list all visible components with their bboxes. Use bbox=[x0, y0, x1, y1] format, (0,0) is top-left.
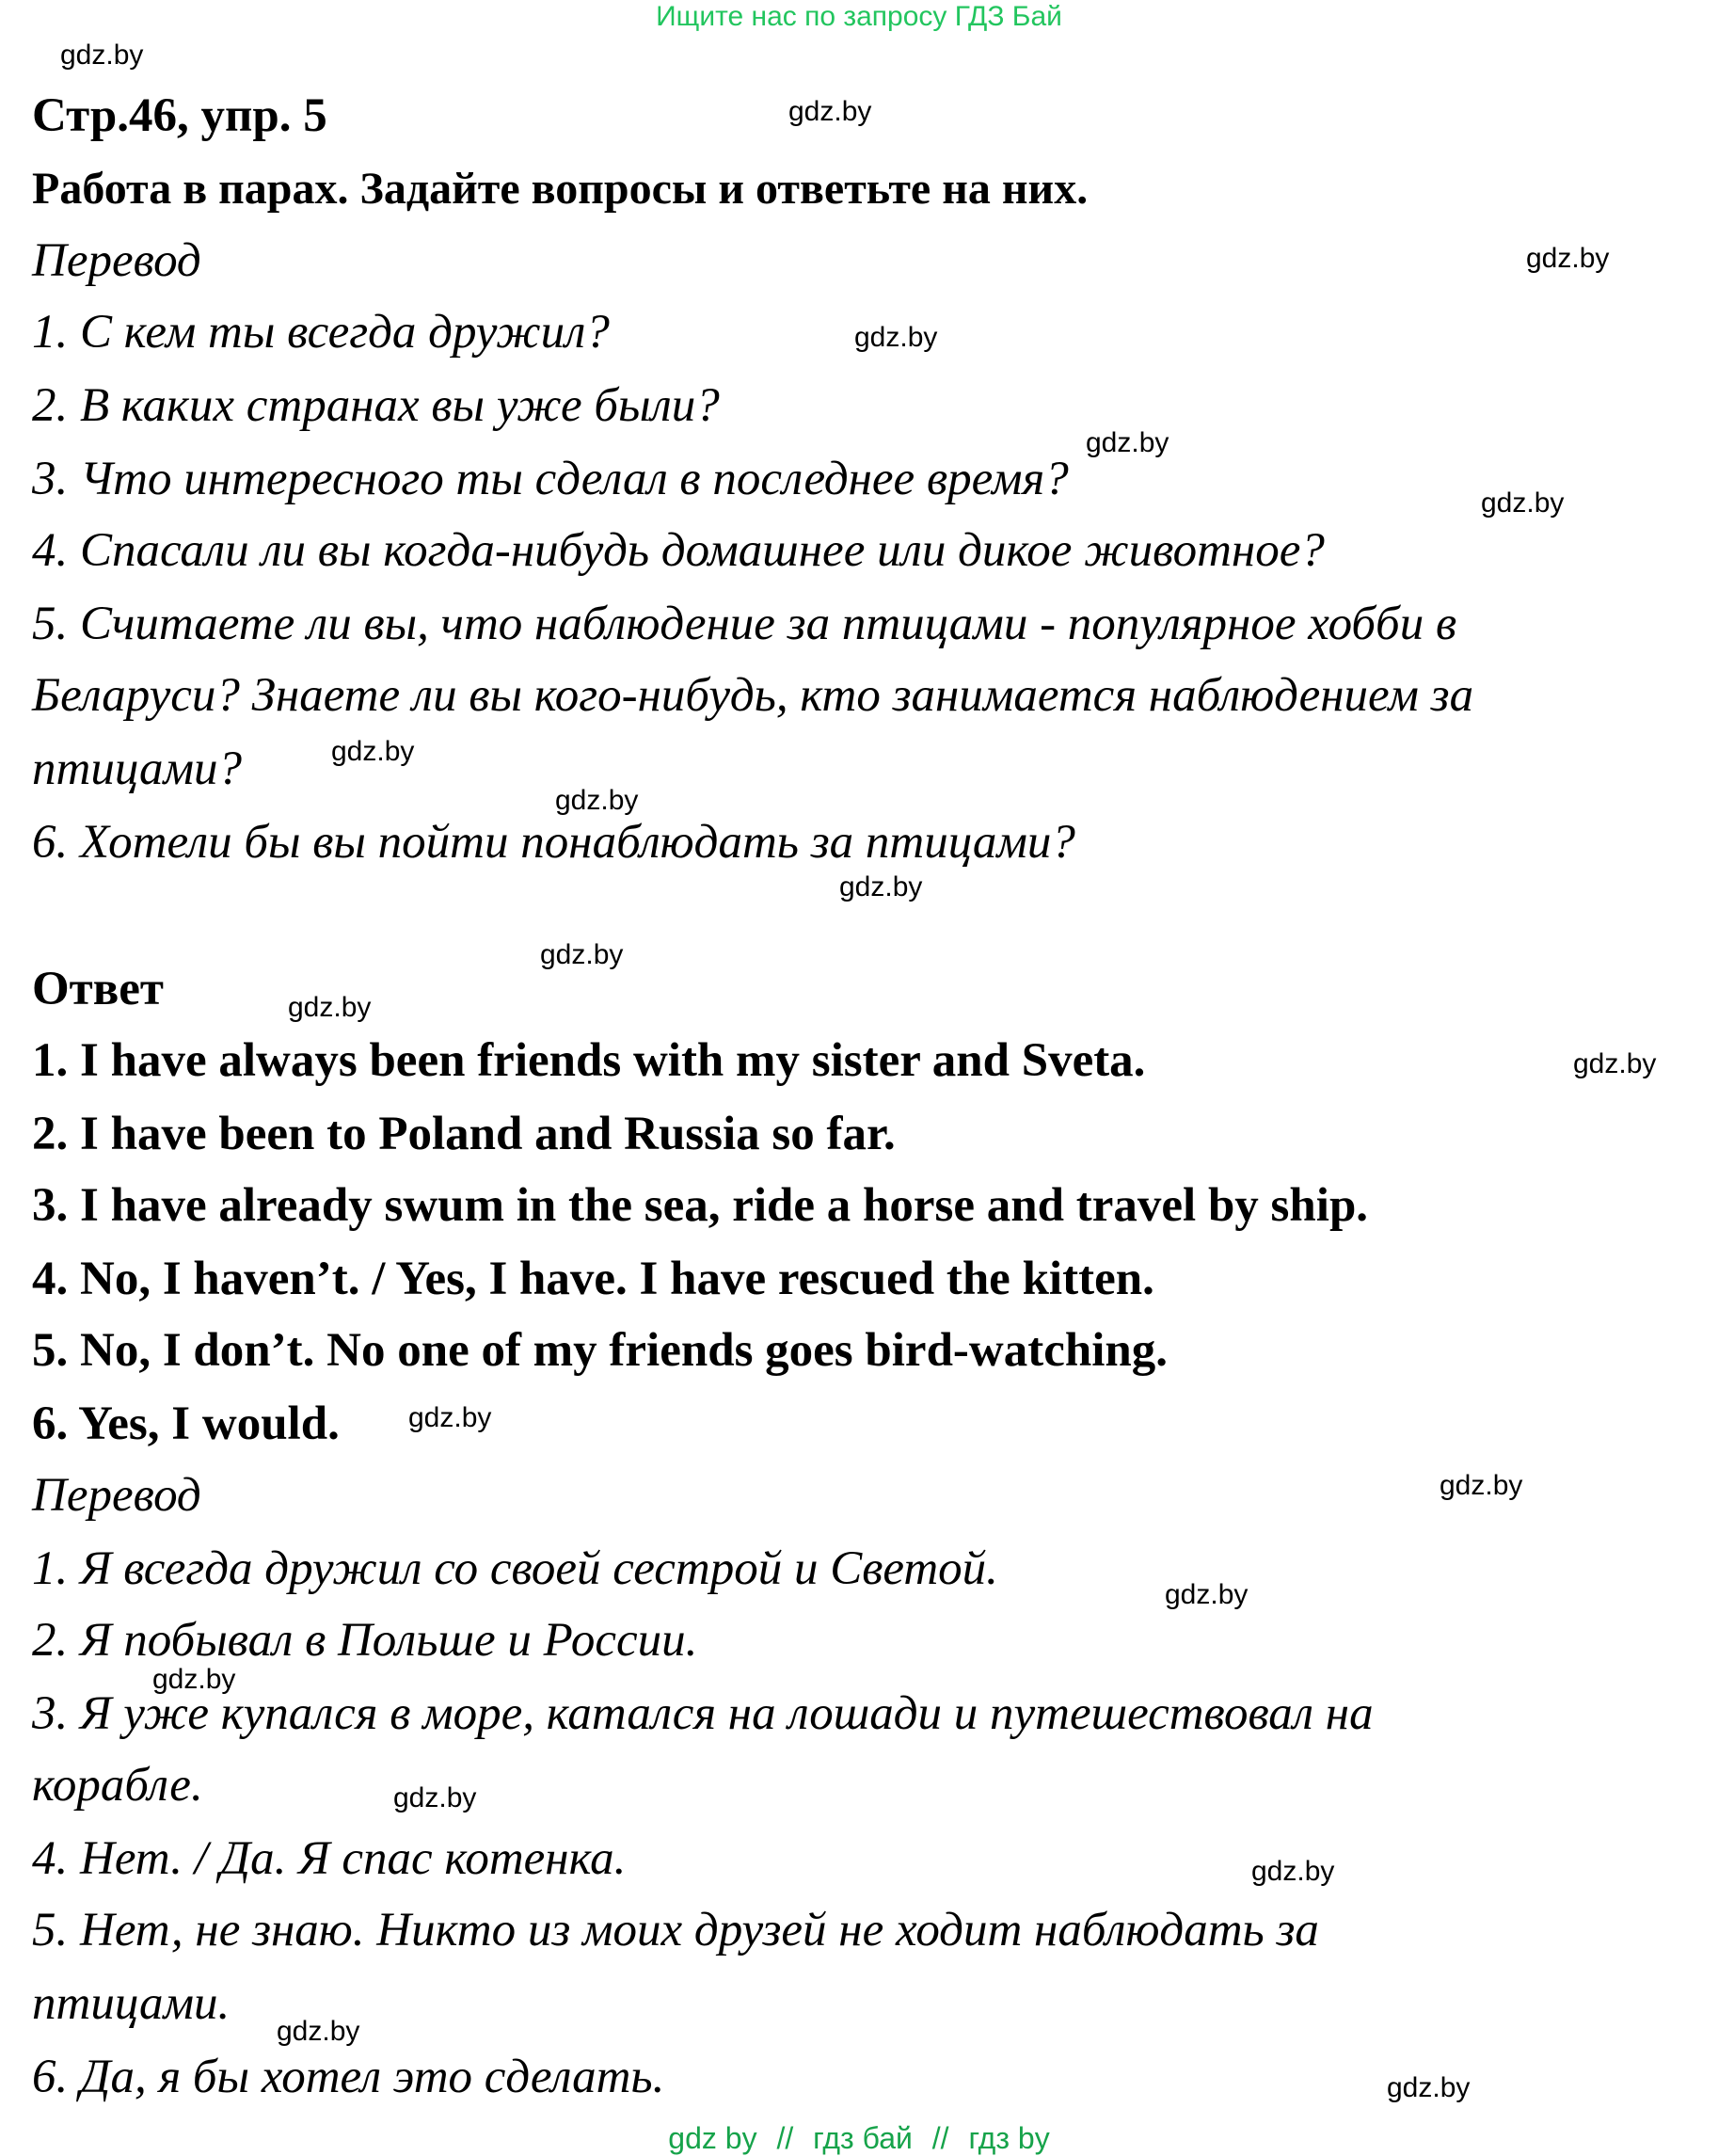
question-line: 3. Что интересного ты сделал в последнее время? bbox=[32, 453, 1069, 505]
watermark: gdz.by bbox=[1573, 1048, 1657, 1079]
footer-separator: // bbox=[931, 2121, 949, 2155]
answer-line: 3. I have already swum in the sea, ride a horse and travel by ship. bbox=[32, 1179, 1369, 1232]
footer-link[interactable]: гдз by bbox=[968, 2121, 1050, 2155]
task-instruction: Работа в парах. Задайте вопросы и ответьте на них. bbox=[32, 164, 1089, 214]
answer-translation-line: корабле. bbox=[32, 1759, 203, 1812]
watermark: gdz.by bbox=[1387, 2072, 1471, 2103]
question-line: Беларуси? Знаете ли вы кого-нибудь, кто занимается наблюдением за bbox=[32, 669, 1474, 722]
answer-translation-line: 4. Нет. / Да. Я спас котенка. bbox=[32, 1832, 627, 1885]
watermark: gdz.by bbox=[1086, 427, 1169, 458]
translation-label: Перевод bbox=[32, 1469, 201, 1522]
question-line: 1. С кем ты всегда дружил? bbox=[32, 306, 610, 359]
watermark: gdz.by bbox=[788, 96, 872, 127]
footer-link[interactable]: гдз бай bbox=[813, 2121, 913, 2155]
watermark: gdz.by bbox=[152, 1664, 236, 1695]
answer-translation-line: 3. Я уже купался в море, катался на лошади и путешествовал на bbox=[32, 1687, 1374, 1740]
answer-line: 6. Yes, I would. bbox=[32, 1397, 340, 1450]
watermark: gdz.by bbox=[854, 322, 938, 353]
watermark: gdz.by bbox=[408, 1402, 492, 1433]
watermark: gdz.by bbox=[540, 939, 624, 970]
watermark: gdz.by bbox=[1251, 1856, 1335, 1887]
answer-line: 1. I have always been friends with my sister and Sveta. bbox=[32, 1034, 1146, 1087]
question-line: 2. В каких странах вы уже были? bbox=[32, 379, 720, 432]
footer-links bbox=[0, 2121, 1718, 2155]
answer-label: Ответ bbox=[32, 963, 164, 1015]
watermark: gdz.by bbox=[331, 736, 415, 767]
answer-translation-line: 2. Я побывал в Польше и России. bbox=[32, 1614, 698, 1667]
answer-line: 5. No, I don’t. No one of my friends goes bird-watching. bbox=[32, 1324, 1169, 1377]
question-line: 6. Хотели бы вы пойти понаблюдать за птицами? bbox=[32, 816, 1075, 869]
question-line: птицами? bbox=[32, 743, 243, 795]
answer-line: 4. No, I haven’t. / Yes, I have. I have rescued the kitten. bbox=[32, 1253, 1154, 1305]
answer-translation-line: 6. Да, я бы хотел это сделать. bbox=[32, 2051, 665, 2103]
watermark: gdz.by bbox=[60, 40, 144, 71]
top-banner: Ищите нас по запросу ГДЗ Бай bbox=[656, 1, 1062, 32]
answer-translation-line: 1. Я всегда дружил со своей сестрой и Светой. bbox=[32, 1542, 998, 1595]
watermark: gdz.by bbox=[277, 2016, 360, 2047]
answer-line: 2. I have been to Poland and Russia so far. bbox=[32, 1108, 896, 1160]
question-line: 5. Считаете ли вы, что наблюдение за птицами - популярное хобби в bbox=[32, 598, 1457, 650]
footer-link[interactable]: gdz by bbox=[668, 2121, 757, 2155]
page-title: Стр.46, упр. 5 bbox=[32, 89, 327, 142]
watermark: gdz.by bbox=[1481, 487, 1565, 519]
answer-translation-line: птицами. bbox=[32, 1977, 231, 2030]
watermark: gdz.by bbox=[393, 1782, 477, 1813]
footer-separator: // bbox=[776, 2121, 794, 2155]
watermark: gdz.by bbox=[1165, 1579, 1249, 1610]
watermark: gdz.by bbox=[288, 992, 372, 1023]
watermark: gdz.by bbox=[555, 785, 639, 816]
watermark: gdz.by bbox=[839, 871, 923, 902]
translation-label: Перевод bbox=[32, 234, 201, 287]
watermark: gdz.by bbox=[1526, 243, 1610, 274]
question-line: 4. Спасали ли вы когда-нибудь домашнее или дикое животное? bbox=[32, 524, 1325, 577]
watermark: gdz.by bbox=[1440, 1470, 1523, 1501]
answer-translation-line: 5. Нет, не знаю. Никто из моих друзей не ходит наблюдать за bbox=[32, 1904, 1319, 1956]
